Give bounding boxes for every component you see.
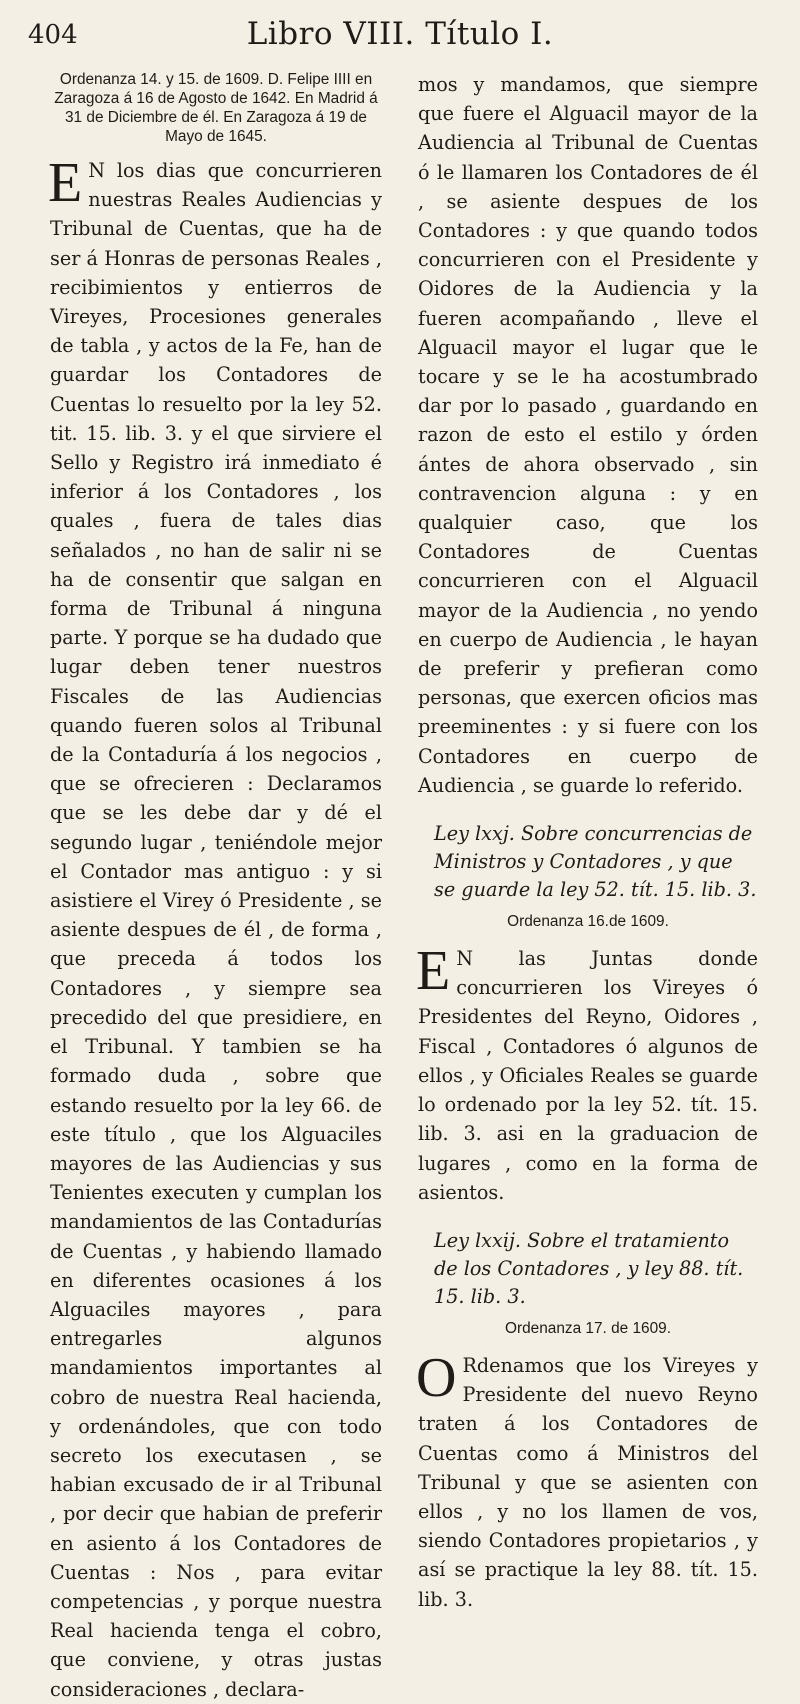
law-text-lxxj [416, 940, 758, 1207]
drop-cap: E [48, 152, 83, 214]
law-text-left [48, 152, 382, 1704]
drop-cap: E [416, 940, 451, 1003]
ordinance-ref-lxxj: Ordenanza 16.de 1609. [507, 913, 669, 931]
page-number: 404 [28, 20, 78, 50]
ordinance-note: Ordenanza 14. y 15. de 1609. D. Felipe IIII en Zaragoza á 16 de Agosto de 1642. En Madrid á 31 de Diciembre de él. En Zaragoza á 19 de Mayo de 1645. [54, 71, 378, 145]
paragraph-text: Rdenamos que los Vireyes y Presidente del nuevo Reyno traten á los Contadores de Cuentas como á Ministros del Tribunal y que se asienten con ellos , y no los llamen de vos, siendo Contadores propietarios , y así se practique la ley 88. tít. 15. lib. 3. [418, 1353, 758, 1611]
drop-cap: O [416, 1346, 457, 1409]
law-heading-lxxj: Ley lxxj. Sobre concurrencias de Ministros y Contadores , y que se guarde la ley 52. tít. 15. lib. 3. [434, 822, 757, 902]
paragraph-text: N los dias que concurrieren nuestras Reales Audiencias y Tribunal de Cuentas, que ha de ser á Honras de personas Reales , recibimientos y entierros de Vireyes, Procesiones generales de tabla , y actos de la Fe, han de guardar los Contadores de Cuentas lo resuelto por la ley 52. tit. 15. lib. 3. y el que sirviere el Sello y Registro irá inmediato é inferior á los Contadores , los quales , fuera de tales dias señalados , no han de salir ni se ha de consentir que salgan en forma de Tribunal á ninguna parte. Y porque se ha dudado que lugar deben tener nuestros Fiscales de las Audiencias quando fueren solos al Tribunal de la Contaduría á los negocios , que se ofrecieren : Declaramos que se les debe dar y dé el segundo lugar , teniéndole mejor el Contador mas antiguo : y si asistiere el Virey ó Presidente , se asiente despues de él , de forma , que preceda á todos los Contadores , y siempre sea precedido del que presidiere, en el Tribunal. Y tambien se ha formado duda , sobre que estando resuelto por la ley 66. de este título , que los Alguaciles mayores de las Audiencias y sus Tenientes executen y cumplan los mandamientos de las Contadurías de Cuentas , y habiendo llamado en diferentes ocasiones á los Alguaciles mayores , para entregarles algunos mandamientos importantes al cobro de nuestra Real hacienda, y ordenándoles, que con todo secreto los executasen , se habian excusado de ir al Tribunal , por decir que habian de preferir en asiento á los Contadores de Cuentas : Nos , para evitar competencias , y porque nuestra Real hacienda tenga el cobro, que conviene, y otras justas consideraciones , declara- [50, 159, 382, 1701]
law-text-continued: mos y mandamos, que siempre que fuere el Alguacil mayor de la Audiencia al Tribunal de Cuentas ó le llamaren los Contadores de él , se asiente despues de los Contadores : y que quando todos concurrieren con el Presidente y Oidores de la Audiencia y la fueren acompañando , lleve el Alguacil mayor el lugar que le tocare y se le ha acostumbrado dar por lo pasado , guardando en razon de esto el estilo y órden ántes de ahora observado , sin contravencion alguna : y en qualquier caso, que los Contadores de Cuentas concurrieren con el Alguacil mayor de la Audiencia , no yendo en cuerpo de Audiencia , le hayan de preferir y prefieran como personas, que exercen oficios mas preeminentes : y si fuere con los Contadores en cuerpo de Audiencia , se guarde lo referido. [418, 73, 758, 797]
left-column [50, 70, 382, 1704]
ordinance-ref-lxxij: Ordenanza 17. de 1609. [504, 1319, 671, 1337]
page-header [0, 12, 800, 56]
law-heading-lxxij: Ley lxxij. Sobre el tratamiento de los Contadores , y ley 88. tít. 15. lib. 3. [434, 1228, 744, 1308]
running-title: Libro VIII. Título I. [246, 16, 554, 52]
law-text-lxxij [416, 1346, 758, 1614]
right-column [418, 70, 758, 1614]
paragraph-text: N las Juntas donde concurrieren los Vireyes ó Presidentes del Reyno, Oidores , Fiscal , Contadores ó algunos de ellos , y Oficiales Reales se guarde lo ordenado por la ley 52. tít. 15. lib. 3. asi en la graduacion de lugares , como en la forma de asientos. [418, 947, 758, 1204]
